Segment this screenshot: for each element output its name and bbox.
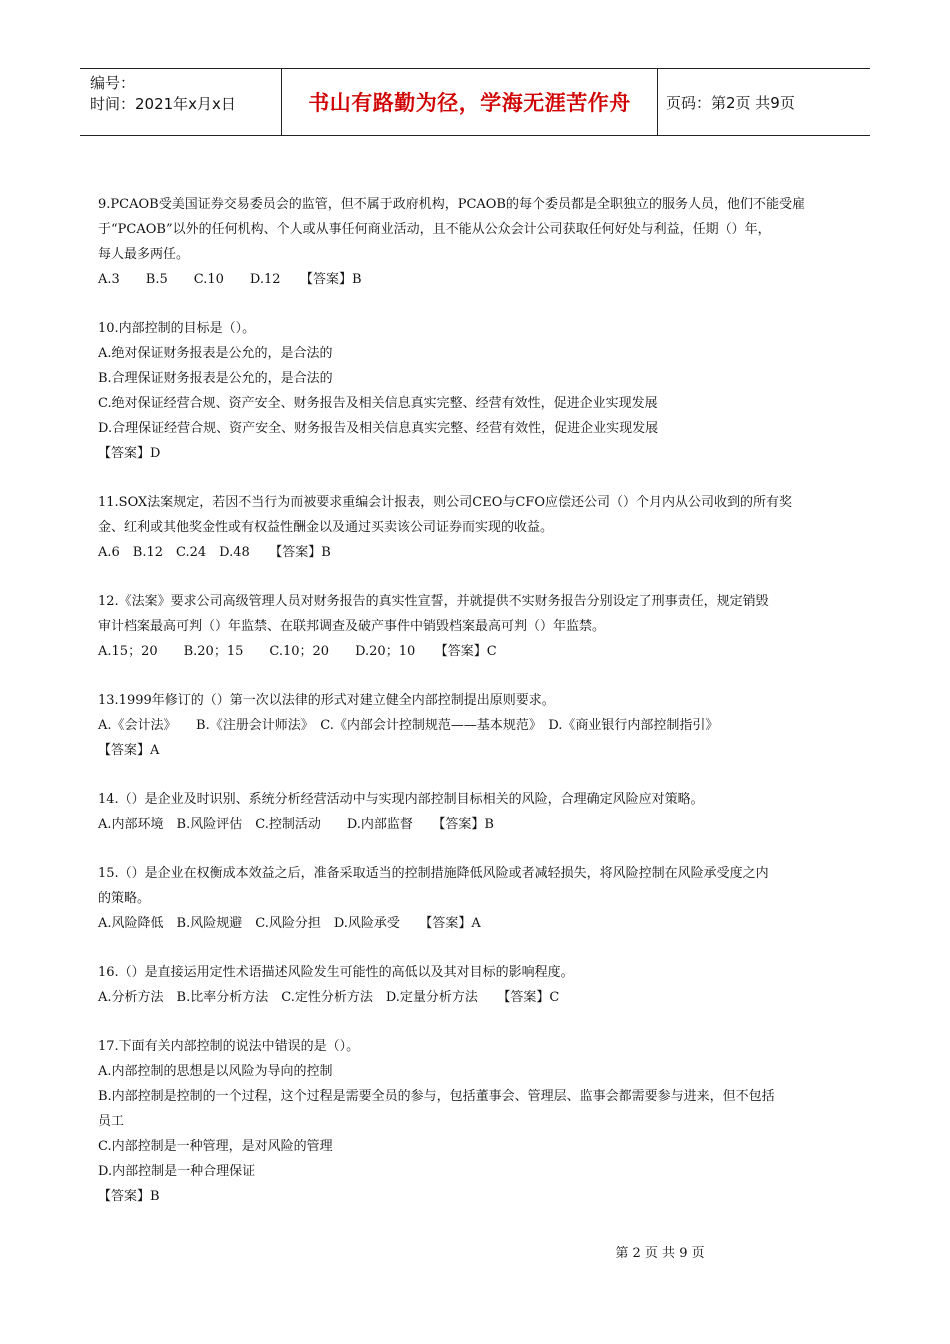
question-option: D.合理保证经营合规、资产安全、财务报告及相关信息真实完整、经营有效性，促进企业实现发展 [98, 421, 659, 436]
question-line: 10.内部控制的目标是（）。 [98, 321, 256, 336]
question-line: 14.（）是企业及时识别、系统分析经营活动中与实现内部控制目标相关的风险，合理确定风险应对策略。 [98, 792, 704, 807]
question-answer: 【答案】B [98, 1189, 160, 1204]
question-option: C.绝对保证经营合规、资产安全、财务报告及相关信息真实完整、经营有效性，促进企业实现发展 [98, 396, 658, 411]
header-meta [80, 69, 282, 135]
question-15 [98, 861, 850, 936]
question-10 [98, 316, 850, 466]
page-footer: 第 2 页 共 9 页 [615, 1246, 705, 1261]
question-line: 11.SOX法案规定，若因不当行为而被要求重编会计报表，则公司CEO与CFO应偿还公司（）个月内从公司收到的所有奖 [98, 495, 792, 510]
question-options: A.6 B.12 C.24 D.48 【答案】B [98, 545, 331, 560]
question-line: 16.（）是直接运用定性术语描述风险发生可能性的高低以及其对目标的影响程度。 [98, 965, 574, 980]
question-line: 每人最多两任。 [98, 247, 190, 262]
question-option: A.内部控制的思想是以风险为导向的控制 [98, 1064, 333, 1079]
question-line: 金、红利或其他奖金性或有权益性酬金以及通过买卖该公司证券而实现的收益。 [98, 520, 554, 535]
question-16 [98, 960, 850, 1010]
question-options: A.15；20 B.20；15 C.10；20 D.20；10 【答案】C [98, 644, 497, 659]
question-options: A.3 B.5 C.10 D.12 【答案】B [98, 272, 362, 287]
question-line: 17.下面有关内部控制的说法中错误的是（）。 [98, 1039, 360, 1054]
question-options: A.内部环境 B.风险评估 C.控制活动 D.内部监督 【答案】B [98, 817, 494, 832]
question-options: A.《会计法》 B.《注册会计师法》 C.《内部会计控制规范——基本规范》 D.《商业银行内部控制指引》 [98, 718, 719, 733]
document-number-label: 编号： [90, 74, 136, 92]
question-line: 9.PCAOB受美国证券交易委员会的监管，但不属于政府机构，PCAOB的每个委员都是全职独立的服务人员，他们不能受雇 [98, 197, 805, 212]
question-options: A.风险降低 B.风险规避 C.风险分担 D.风险承受 【答案】A [98, 916, 481, 931]
question-option: B.内部控制是控制的一个过程，这个过程是需要全员的参与，包括董事会、管理层、监事会都需要参与进来，但不包括 [98, 1089, 775, 1104]
question-line: 于“PCAOB”以外的任何机构、个人或从事任何商业活动，且不能从公众会计公司获取任何好处与利益，任期（）年， [98, 222, 771, 237]
question-answer: 【答案】A [98, 743, 160, 758]
question-11 [98, 490, 850, 565]
question-9 [98, 192, 850, 292]
question-option: 员工 [98, 1114, 125, 1129]
question-options: A.分析方法 B.比率分析方法 C.定性分析方法 D.定量分析方法 【答案】C [98, 990, 560, 1005]
document-date-label: 时间：2021年x月x日 [90, 95, 236, 113]
question-line: 13.1999年修订的（）第一次以法律的形式对建立健全内部控制提出原则要求。 [98, 693, 555, 708]
question-line: 12.《法案》要求公司高级管理人员对财务报告的真实性宣誓，并就提供不实财务报告分别设定了刑事责任，规定销毁 [98, 594, 769, 609]
page-header [80, 68, 870, 136]
question-12 [98, 589, 850, 664]
question-14 [98, 787, 850, 837]
question-option: A.绝对保证财务报表是公允的，是合法的 [98, 346, 333, 361]
question-answer: 【答案】D [98, 446, 161, 461]
question-line: 的策略。 [98, 891, 151, 906]
question-17 [98, 1034, 850, 1209]
question-13 [98, 688, 850, 763]
header-page-number: 页码：第2页 共9页 [666, 93, 795, 112]
question-line: 审计档案最高可判（）年监禁、在联邦调查及破产事件中销毁档案最高可判（）年监禁。 [98, 619, 606, 634]
question-line: 15.（）是企业在权衡成本效益之后，准备采取适当的控制措施降低风险或者减轻损失，将风险控制在风险承受度之内 [98, 866, 769, 881]
header-motto: 书山有路勤为径，学海无涯苦作舟 [282, 69, 658, 135]
question-option: D.内部控制是一种合理保证 [98, 1164, 256, 1179]
question-option: B.合理保证财务报表是公允的，是合法的 [98, 371, 333, 386]
question-option: C.内部控制是一种管理，是对风险的管理 [98, 1139, 333, 1154]
question-list [98, 192, 850, 1233]
